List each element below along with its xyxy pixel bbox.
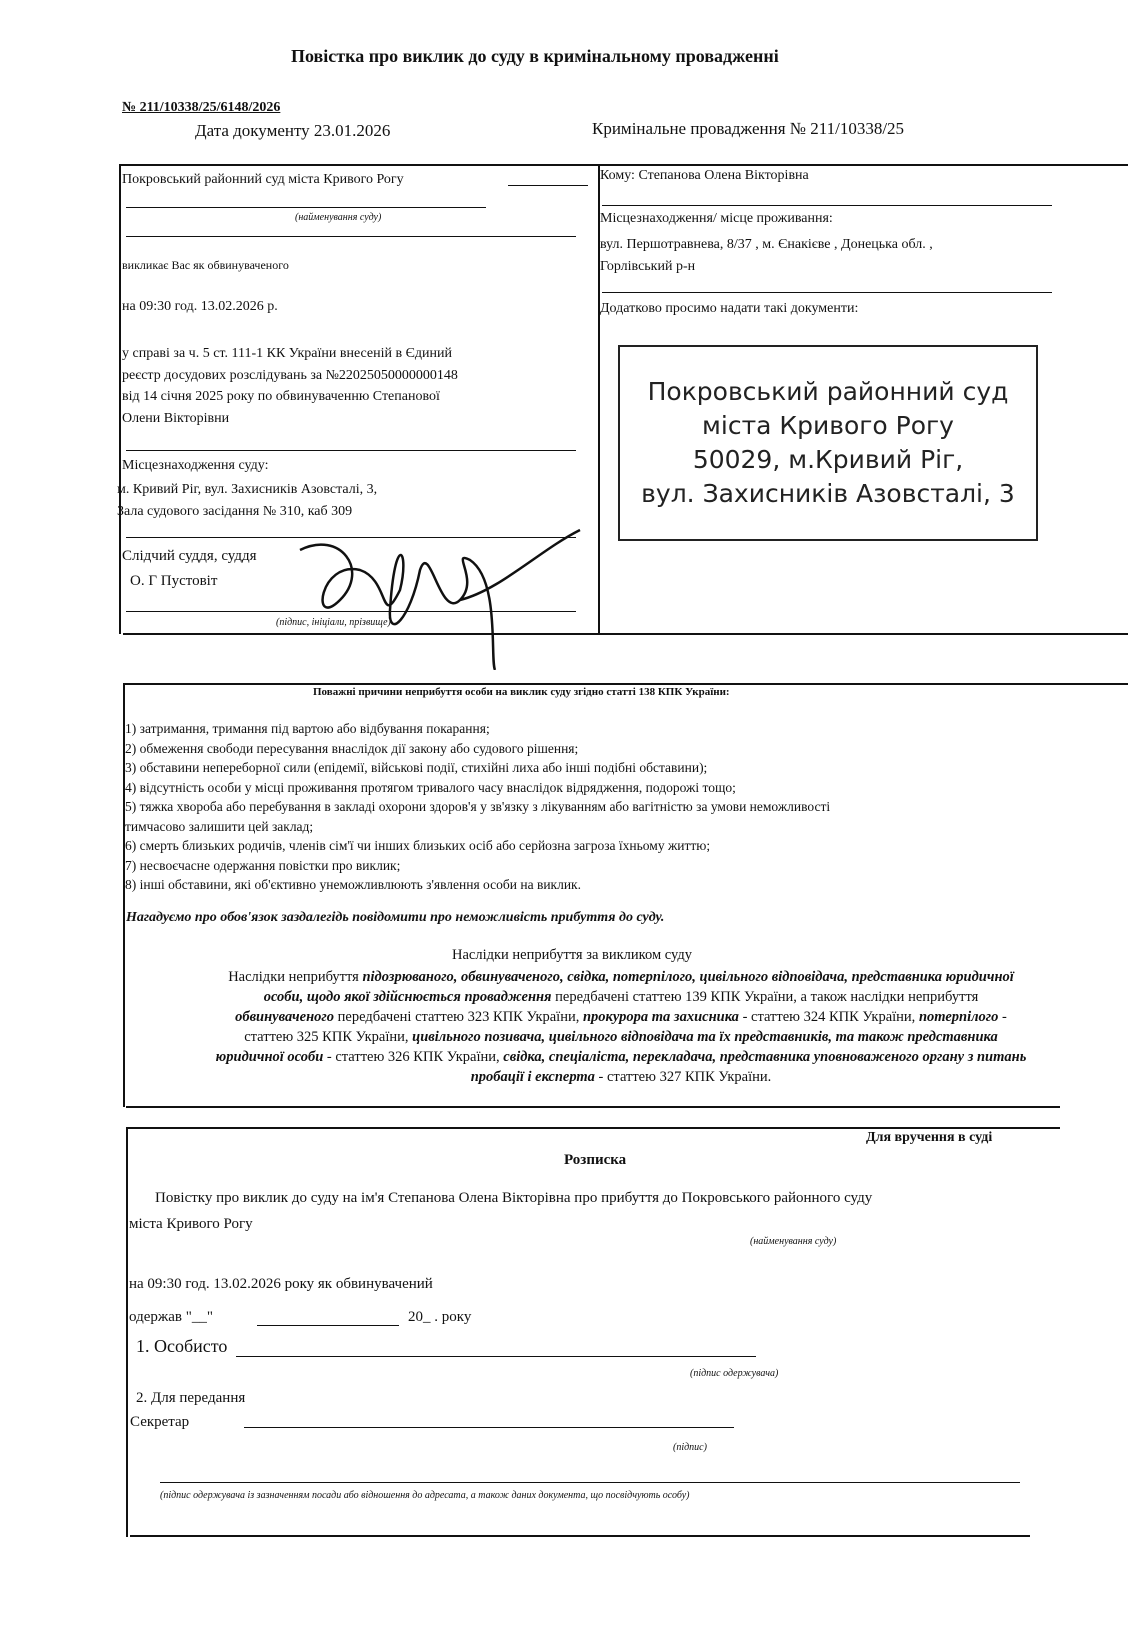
consequences-line: Наслідки неприбуття підозрюваного, обвинуваченого, свідка, потерпілого, цивільного відповідача, представника юридичної [228,969,1014,985]
received-date: одержав "__" [129,1309,213,1325]
reason-item: 5) тяжка хвороба або перебування в закладі охорони здоров'я у зв'язку з лікуванням або вагітністю за умови неможливості [125,799,831,814]
transfer-label: 2. Для передання [136,1390,246,1406]
location-line: м. Кривий Ріг, вул. Захисників Азовсталі, 3, [117,482,378,497]
consequences-line: обвинуваченого передбачені статтею 323 КПК України, прокурора та захисника - статтею 324 КПК України, потерпілого - [235,1009,1007,1025]
address-line: вул. Першотравнева, 8/37 , м. Єнакієве , Донецька обл. , [600,237,933,252]
case-line: у справі за ч. 5 ст. 111-1 КК України внесеній в Єдиний [122,346,452,361]
address-line: Горлівський р-н [600,259,696,274]
judge-label: Слідчий суддя, суддя [122,548,257,564]
reminder: Нагадуємо про обов'язок заздалегідь повідомити про неможливість прибуття до суду. [126,910,665,925]
recipient-signature-caption: (підпис одержувача) [690,1368,779,1379]
document-number: № 211/10338/25/6148/2026 [122,100,281,115]
hearing-time: на 09:30 год. 13.02.2026 р. [122,299,278,314]
documents-request: Додатково просимо надати такі документи: [600,301,859,316]
recipient: Кому: Степанова Олена Вікторівна [600,168,809,183]
consequences-text [126,967,1116,1087]
document-date: Дата документу 23.01.2026 [195,121,391,140]
reason-item: 8) інші обставини, які об'єктивно унеможливлюють з'явлення особи на виклик. [125,877,581,892]
court-location-label: Місцезнаходження суду: [122,458,269,473]
reason-item: 4) відсутність особи у місці проживання протягом тривалого часу внаслідок відрядження, подорожі тощо; [125,779,736,795]
court-stamp [618,345,1038,541]
consequences-line: статтею 325 КПК України, цивільного позивача, цивільного відповідача та їх представників, та також представника [244,1029,998,1045]
proceeding-number: Кримінальне провадження № 211/10338/25 [592,119,905,138]
case-description [122,343,458,429]
consequences-heading: Наслідки неприбуття за викликом суду [452,947,692,963]
personal-label: 1. Особисто [136,1336,228,1356]
reason-item: тимчасово залишити цей заклад; [125,818,314,834]
stamp-line: міста Кривого Рогу [702,411,954,440]
court-name: Покровський районний суд міста Кривого Рогу [122,172,404,187]
stamp-line: Покровський районний суд [647,377,1009,406]
reason-item: 6) смерть близьких родичів, членів сім'ї чи інших близьких осіб або серйозна загроза їхньому життю; [125,838,711,853]
case-line: Олени Вікторівни [122,410,230,426]
secretary-label: Секретар [130,1414,190,1430]
reason-item: 7) несвоєчасне одержання повістки про виклик; [125,857,401,873]
secretary-signature-caption: (підпис) [673,1442,707,1453]
case-line: від 14 січня 2025 року по обвинуваченню Степанової [122,389,440,404]
document-title: Повістка про виклик до суду в кримінальному провадженні [291,46,779,66]
received-year: 20_ . року [408,1309,472,1325]
address-label: Місцезнаходження/ місце проживання: [600,211,833,226]
receipt-line-2: міста Кривого Рогу [129,1216,253,1232]
consequences-line: юридичної особи - статтею 326 КПК України, свідка, спеціаліста, перекладача, представника уповноваженого органу з питань [215,1049,1027,1065]
reason-item: 1) затримання, тримання під вартою або відбування покарання; [125,721,490,736]
case-line: реєстр досудових розслідувань за №22025050000000148 [122,367,458,383]
stamp-line: 50029, м.Кривий Ріг, [692,445,964,474]
receipt-line-1: Повістку про виклик до суду на ім'я Степанова Олена Вікторівна про прибуття до Покровського районного суду [155,1190,873,1206]
recipient-address [600,234,933,278]
receipt-hearing: на 09:30 год. 13.02.2026 року як обвинувачений [129,1276,433,1292]
receipt-court-caption: (найменування суду) [750,1236,837,1247]
consequences-line: пробації і експерта - статтею 327 КПК України. [470,1069,772,1085]
judge-name: О. Г Пустовіт [130,573,218,589]
receipt-heading: Розписка [564,1152,627,1168]
stamp-line: вул. Захисників Азовсталі, 3 [641,479,1015,508]
reason-item: 2) обмеження свободи пересування внаслідок дії закону або судового рішення; [125,740,579,756]
consequences-line: особи, щодо якої здійснюється провадження передбачені статтею 139 КПК України, а також наслідки неприбуття [263,989,979,1005]
reasons-heading: Поважні причини неприбуття особи на виклик суду згідно статті 138 КПК України: [313,686,730,698]
court-caption: (найменування суду) [295,212,382,223]
bottom-caption: (підпис одержувача із зазначенням посади або відношення до адресата, а також даних документа, що посвідчують особу) [160,1490,690,1501]
summons-text: викликає Вас як обвинуваченого [122,258,289,272]
reasons-list [125,721,830,897]
reason-item: 3) обставини непереборної сили (епідемії, військові події, стихійні лиха або інші подібні обставини); [125,760,708,775]
judge-signature [280,510,590,670]
receipt-corner-note: Для вручення в суді [866,1130,993,1145]
signature-caption: (підпис, ініціали, прізвище) [276,617,391,628]
location-line: Зала судового засідання № 310, каб 309 [117,504,353,519]
